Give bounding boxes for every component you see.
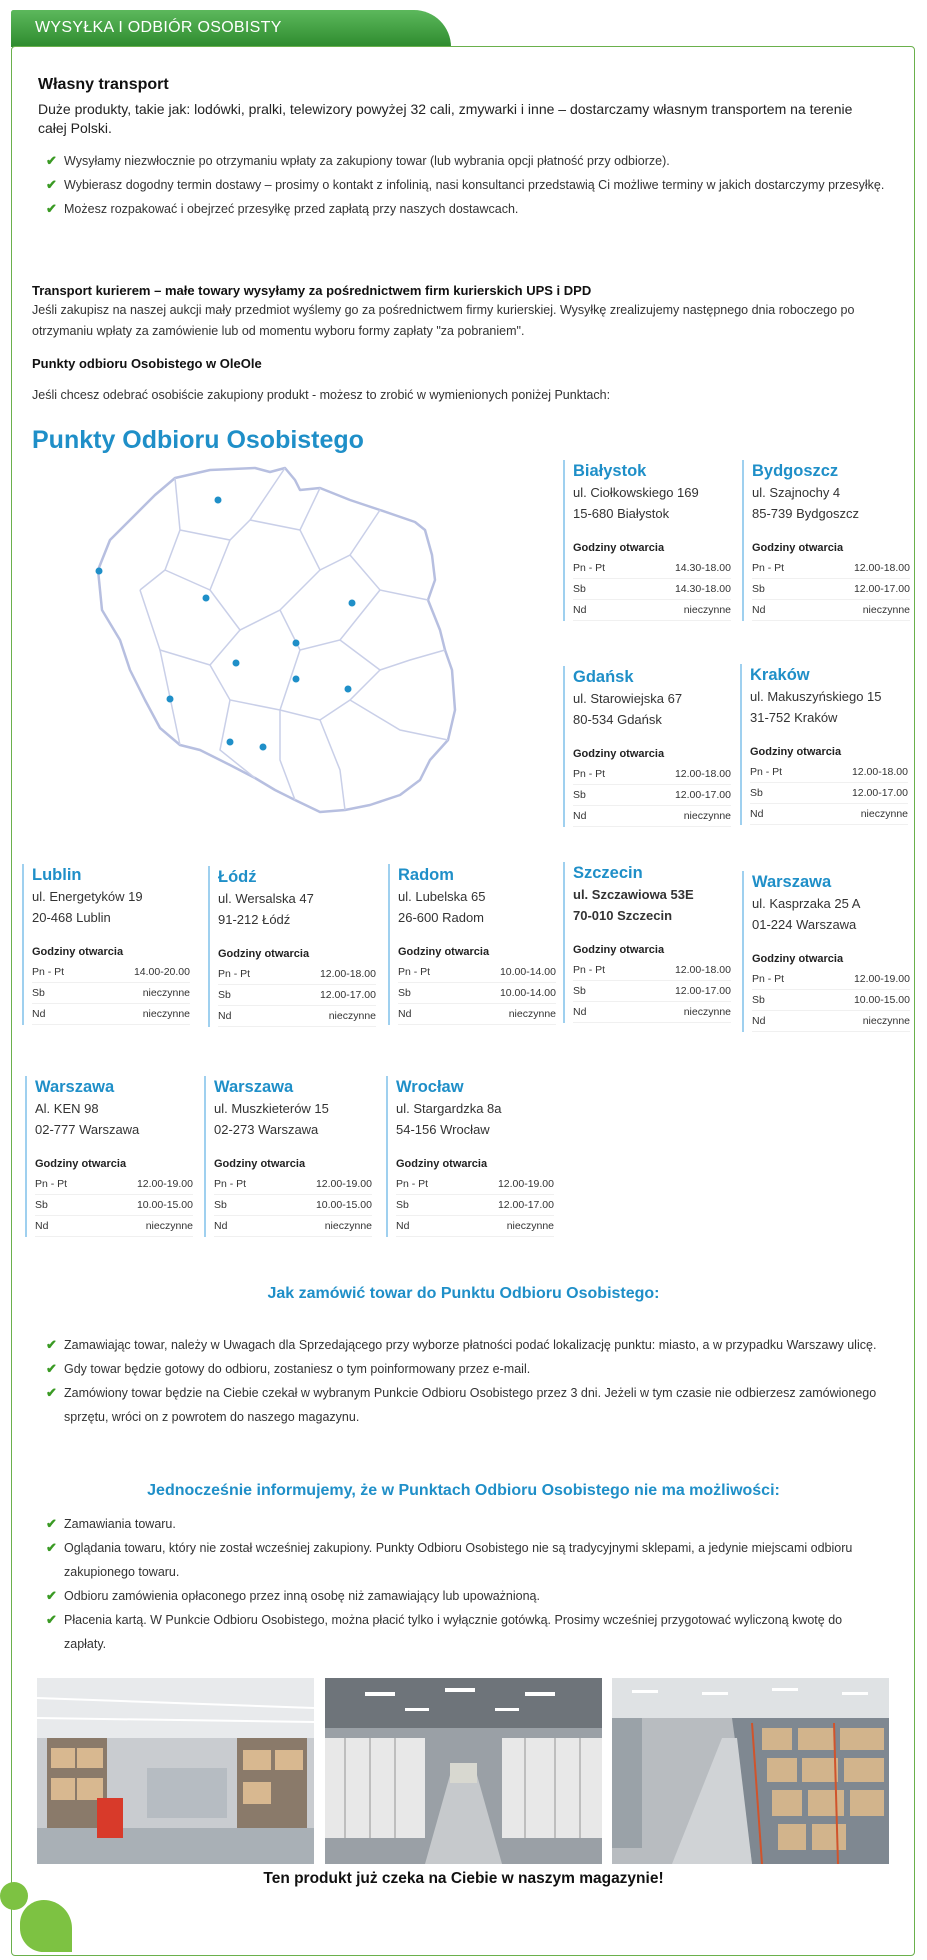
list-item: ✔ Płacenia kartą. W Punkcie Odbioru Osobistego, można płacić tylko i wyłącznie gotówką. Prosimy wcześniej przygotować wyliczoną kwotę do zapłaty. [46,1608,886,1656]
point-street: ul. Szczawiowa 53E [573,887,694,902]
hours-label: Godziny otwarcia [752,953,844,965]
hours-row: Pn - Pt 14.00-20.00 [32,962,190,983]
hours-row: Pn - Pt 12.00-19.00 [35,1174,193,1195]
point-city: Warszawa [35,1078,115,1096]
point-postal: 54-156 Wrocław [396,1122,490,1137]
hours-label: Godziny otwarcia [573,542,665,554]
pickup-text: Jeśli chcesz odebrać osobiście zakupiony produkt - możesz to zrobić w wymienionych poniżej Punktach: [32,388,611,402]
check-icon: ✔ [46,1612,57,1627]
point-postal: 26-600 Radom [398,910,484,925]
list-item: ✔ Możesz rozpakować i obejrzeć przesyłkę przed zapłatą przy naszych dostawcach. [46,197,886,221]
hours-row: Nd nieczynne [750,804,908,825]
list-item: ✔ Wybierasz dogodny termin dostawy – prosimy o kontakt z infolinią, nasi konsultanci przedstawią Ci możliwe terminy w jakich dostarczymy przesyłkę. [46,173,886,197]
pickup-point-card [208,866,378,1027]
hours-row: Nd nieczynne [752,600,910,621]
hours-row: Sb 12.00-17.00 [218,985,376,1006]
hours-row: Sb 14.30-18.00 [573,579,731,600]
hours-row: Pn - Pt 12.00-18.00 [573,764,731,785]
how-to-order-list [46,1333,886,1429]
hours-label: Godziny otwarcia [214,1158,306,1170]
point-street: ul. Muszkieterów 15 [214,1101,329,1116]
point-street: ul. Szajnochy 4 [752,485,841,500]
pickup-point-card [563,460,733,621]
list-item: ✔ Zamawiając towar, należy w Uwagach dla Sprzedającego przy wyborze płatności podać lokalizację punktu: miasto, a w przypadku Warszawy ulicę. [46,1333,886,1357]
pickup-point-card [386,1076,556,1237]
warehouse-photo [325,1678,602,1864]
point-postal: 31-752 Kraków [750,710,838,725]
point-postal: 02-273 Warszawa [214,1122,319,1137]
point-postal: 91-212 Łódź [218,912,291,927]
header-tab [11,10,451,47]
list-item: ✔ Oglądania towaru, który nie został wcześniej zakupiony. Punkty Odbioru Osobistego nie są tradycyjnymi sklepami, a jedynie miejscami odbioru zakupionego towaru. [46,1536,886,1584]
hours-row: Pn - Pt 14.30-18.00 [573,558,731,579]
point-city: Bydgoszcz [752,462,839,480]
pickup-point-card [204,1076,374,1237]
point-postal: 85-739 Bydgoszcz [752,506,859,521]
hours-row: Nd nieczynne [396,1216,554,1237]
map-outline [98,468,455,812]
hours-label: Godziny otwarcia [218,948,310,960]
point-street: ul. Wersalska 47 [218,891,314,906]
check-icon: ✔ [46,201,57,216]
point-street: ul. Stargardzka 8a [396,1101,502,1116]
point-city: Gdańsk [573,668,634,686]
hours-label: Godziny otwarcia [573,944,665,956]
hours-row: Sb 12.00-17.00 [752,579,910,600]
hours-row: Pn - Pt 12.00-19.00 [214,1174,372,1195]
point-street: ul. Kasprzaka 25 A [752,896,861,911]
hours-row: Nd nieczynne [752,1011,910,1032]
list-item: ✔ Odbioru zamówienia opłaconego przez inną osobę niż zamawiający lub upoważnioną. [46,1584,886,1608]
check-icon: ✔ [46,1361,57,1376]
hours-label: Godziny otwarcia [573,748,665,760]
photo-caption: Ten produkt już czeka na Ciebie w naszym magazynie! [263,1870,664,1887]
map-point-warszawa [293,640,300,647]
hours-label: Godziny otwarcia [398,946,490,958]
list-item: ✔ Gdy towar będzie gotowy do odbioru, zostaniesz o tym poinformowany przez e-mail. [46,1357,886,1381]
hours-row: Nd nieczynne [218,1006,376,1027]
pickup-point-card [22,864,192,1025]
header-tab-title: WYSYŁKA I ODBIÓR OSOBISTY [35,19,282,36]
hours-row: Pn - Pt 12.00-19.00 [752,969,910,990]
warehouse-photo [612,1678,889,1864]
point-postal: 80-534 Gdańsk [573,712,662,727]
point-city: Warszawa [214,1078,294,1096]
hours-row: Pn - Pt 12.00-18.00 [218,964,376,985]
hours-label: Godziny otwarcia [752,542,844,554]
how-to-order-title: Jak zamówić towar do Punktu Odbioru Osobistego: [267,1285,660,1302]
hours-row: Pn - Pt 12.00-18.00 [752,558,910,579]
check-icon: ✔ [46,1540,57,1555]
list-item: ✔ Zamawiania towaru. [46,1512,886,1536]
hours-label: Godziny otwarcia [396,1158,488,1170]
warehouse-photo [37,1678,314,1864]
hours-row: Nd nieczynne [35,1216,193,1237]
hours-row: Sb 10.00-15.00 [752,990,910,1011]
hours-row: Sb 10.00-15.00 [214,1195,372,1216]
check-icon: ✔ [46,1337,57,1352]
point-postal: 70-010 Szczecin [573,908,673,923]
pickup-point-card [742,460,912,621]
map-point-lublin [345,686,352,693]
hours-row: Nd nieczynne [32,1004,190,1025]
check-icon: ✔ [46,1385,57,1400]
pickup-point-card [388,864,558,1025]
map-point-katowice [227,739,234,746]
hours-row: Nd nieczynne [214,1216,372,1237]
own-transport-intro: Duże produkty, takie jak: lodówki, pralki, telewizory powyżej 32 cali, zmywarki i inne – dostarczamy własnym transportem na terenie całej Polski. [38,101,853,136]
own-transport-list [46,149,886,221]
courier-text: Jeśli zakupisz na naszej aukcji mały przedmiot wyślemy go za pośrednictwem firmy kurierskiej. Wysyłkę zrealizujemy następnego dnia roboczego po otrzymaniu wpłaty za zamówienie lub od momentu wyboru formy zapłaty "za pobraniem". [32,303,855,338]
pickup-title: Punkty odbioru Osobistego w OleOle [32,356,262,371]
point-city: Białystok [573,462,647,480]
check-icon: ✔ [46,153,57,168]
point-street: Al. KEN 98 [35,1101,99,1116]
hours-row: Sb nieczynne [32,983,190,1004]
own-transport-title: Własny transport [38,76,169,93]
hours-row: Nd nieczynne [573,600,731,621]
hours-label: Godziny otwarcia [750,746,842,758]
points-title: Punkty Odbioru Osobistego [32,426,364,454]
hours-row: Nd nieczynne [398,1004,556,1025]
point-postal: 20-468 Lublin [32,910,111,925]
map-point-bydgoszcz [203,595,210,602]
hours-row: Nd nieczynne [573,1002,731,1023]
hours-row: Sb 10.00-15.00 [35,1195,193,1216]
point-city: Łódź [218,868,257,886]
poland-map [80,460,500,820]
list-item: ✔ Zamówiony towar będzie na Ciebie czekał w wybranym Punkcie Odbioru Osobistego przez 3 dni. Jeżeli w tym czasie nie odbierzesz zamówionego sprzętu, wróci on z powrotem do naszego magazynu. [46,1381,886,1429]
decor-blob [0,1882,28,1910]
hours-label: Godziny otwarcia [32,946,124,958]
check-icon: ✔ [46,1516,57,1531]
hours-row: Sb 12.00-17.00 [396,1195,554,1216]
point-postal: 01-224 Warszawa [752,917,857,932]
map-point-warszawa-2 [293,676,300,683]
hours-row: Sb 10.00-14.00 [398,983,556,1004]
no-possibility-list [46,1512,886,1656]
hours-row: Pn - Pt 10.00-14.00 [398,962,556,983]
map-point-krakow [260,744,267,751]
hours-row: Nd nieczynne [573,806,731,827]
list-item: ✔ Wysyłamy niezwłocznie po otrzymaniu wpłaty za zakupiony towar (lub wybrania opcji płatność przy odbiorze). [46,149,886,173]
point-street: ul. Ciołkowskiego 169 [573,485,699,500]
no-possibility-title: Jednocześnie informujemy, że w Punktach Odbioru Osobistego nie ma możliwości: [147,1482,780,1499]
pickup-point-card [742,871,912,1032]
hours-row: Pn - Pt 12.00-18.00 [750,762,908,783]
hours-label: Godziny otwarcia [35,1158,127,1170]
point-city: Radom [398,866,454,884]
point-postal: 15-680 Białystok [573,506,670,521]
hours-row: Sb 12.00-17.00 [750,783,908,804]
point-city: Lublin [32,866,82,884]
point-city: Kraków [750,666,810,684]
hours-row: Sb 12.00-17.00 [573,981,731,1002]
courier-title: Transport kurierem – małe towary wysyłamy za pośrednictwem firm kurierskich UPS i DPD [32,283,592,298]
check-icon: ✔ [46,177,57,192]
hours-row: Sb 12.00-17.00 [573,785,731,806]
pickup-point-card [563,666,733,827]
point-street: ul. Energetyków 19 [32,889,143,904]
pickup-point-card [563,862,733,1023]
map-point-lodz [233,660,240,667]
point-city: Warszawa [752,873,832,891]
point-city: Wrocław [396,1078,464,1096]
point-street: ul. Makuszyńskiego 15 [750,689,882,704]
map-point-wroclaw [167,696,174,703]
map-point-gdansk [215,497,222,504]
point-postal: 02-777 Warszawa [35,1122,140,1137]
check-icon: ✔ [46,1588,57,1603]
pickup-point-card [740,664,910,825]
point-city: Szczecin [573,864,643,882]
pickup-point-card [25,1076,195,1237]
point-street: ul. Starowiejska 67 [573,691,683,706]
map-point-szczecin [96,568,103,575]
hours-row: Pn - Pt 12.00-19.00 [396,1174,554,1195]
hours-row: Pn - Pt 12.00-18.00 [573,960,731,981]
point-street: ul. Lubelska 65 [398,889,486,904]
map-point-bialystok [349,600,356,607]
